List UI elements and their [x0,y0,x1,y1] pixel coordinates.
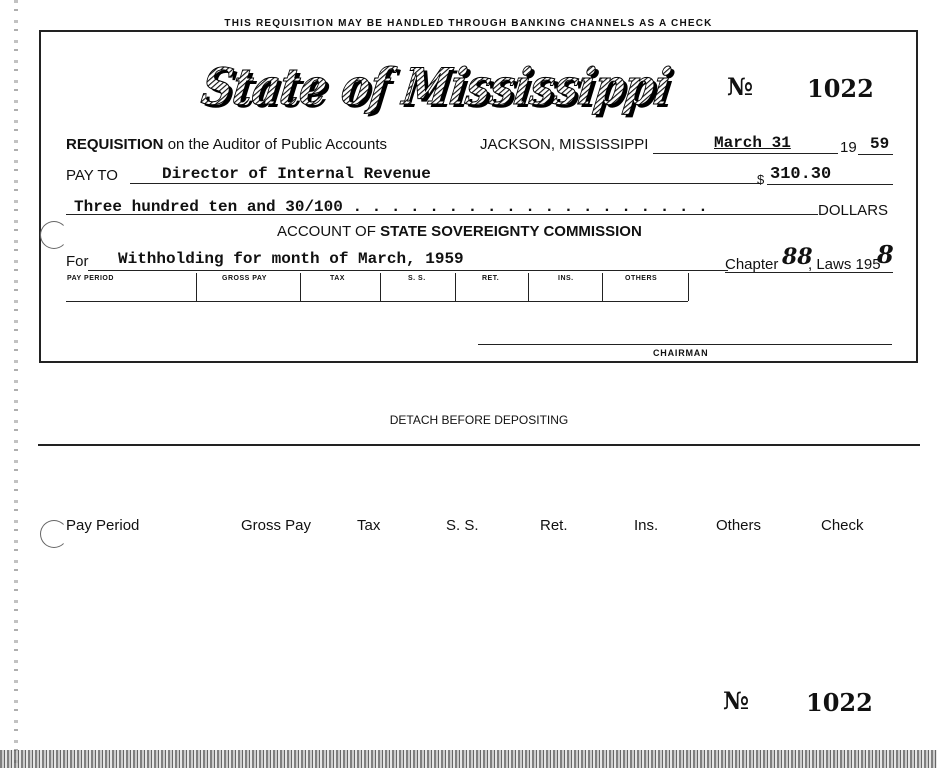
check-number-label: № [727,72,754,101]
chapter-label: Chapter [725,256,779,273]
account-name: STATE SOVEREIGNTY COMMISSION [380,223,642,240]
place-label: JACKSON, MISSISSIPPI [480,136,649,153]
stub-number-label: № [723,686,750,715]
punch-hole-icon [40,221,68,249]
year-field: 59 [870,135,890,153]
stub-col-others: Others [716,517,762,534]
check-col-tax: TAX [330,275,345,282]
laws-year-field: 8 [877,240,894,269]
chapter-field: 88 [782,244,813,270]
currency-symbol: $ [757,172,765,187]
stub-col-ins: Ins. [634,517,659,534]
check-col-ss: S. S. [408,275,426,282]
check-col-others: OTHERS [625,275,658,282]
pay-to-label: PAY TO [66,167,118,184]
stub-col-tax: Tax [357,517,381,534]
requisition-line [66,136,387,153]
stub-col-check: Check [821,517,864,534]
stub-col-ret: Ret. [540,517,568,534]
stub-col-ss: S. S. [446,517,479,534]
check-col-pay-period: PAY PERIOD [67,275,114,282]
requisition-text: on the Auditor of Public Accounts [167,136,387,153]
laws-label: , Laws 195 [808,256,881,273]
punch-hole-icon [40,520,68,548]
state-of-mississippi-logo [198,38,676,118]
stub-number: 1022 [806,688,873,717]
account-prefix: ACCOUNT OF [277,223,376,240]
payee-field: Director of Internal Revenue [162,165,431,183]
date-field: March 31 [714,134,791,152]
for-label: For [66,253,89,270]
perforated-left-edge [14,0,18,768]
requisition-bold-label: REQUISITION [66,136,164,153]
dollars-label: DOLLARS [818,202,889,219]
stub-col-pay-period: Pay Period [66,517,140,534]
banking-channels-banner: THIS REQUISITION MAY BE HANDLED THROUGH BANKING CHANNELS AS A CHECK [224,18,713,29]
check-col-gross-pay: GROSS PAY [222,275,267,282]
detach-label: DETACH BEFORE DEPOSITING [389,413,569,427]
chairman-label: CHAIRMAN [653,348,709,358]
amount-field: 310.30 [770,165,832,184]
check-col-ret: RET. [482,275,500,282]
written-amount: Three hundred ten and 30/100 . . . . . . . . . . . . . . . . . . . [74,198,708,216]
check-number: 1022 [807,74,874,103]
account-line [277,223,642,240]
svg-text:State of Mississippi: State of Mississippi [201,60,676,118]
stub-col-gross-pay: Gross Pay [241,517,312,534]
torn-bottom-edge [0,750,937,768]
check-col-ins: INS. [558,275,574,282]
svg-text:State of Mississippi: State of Mississippi [198,57,676,116]
year-prefix: 19 [840,139,857,156]
purpose-field: Withholding for month of March, 1959 [118,250,464,268]
